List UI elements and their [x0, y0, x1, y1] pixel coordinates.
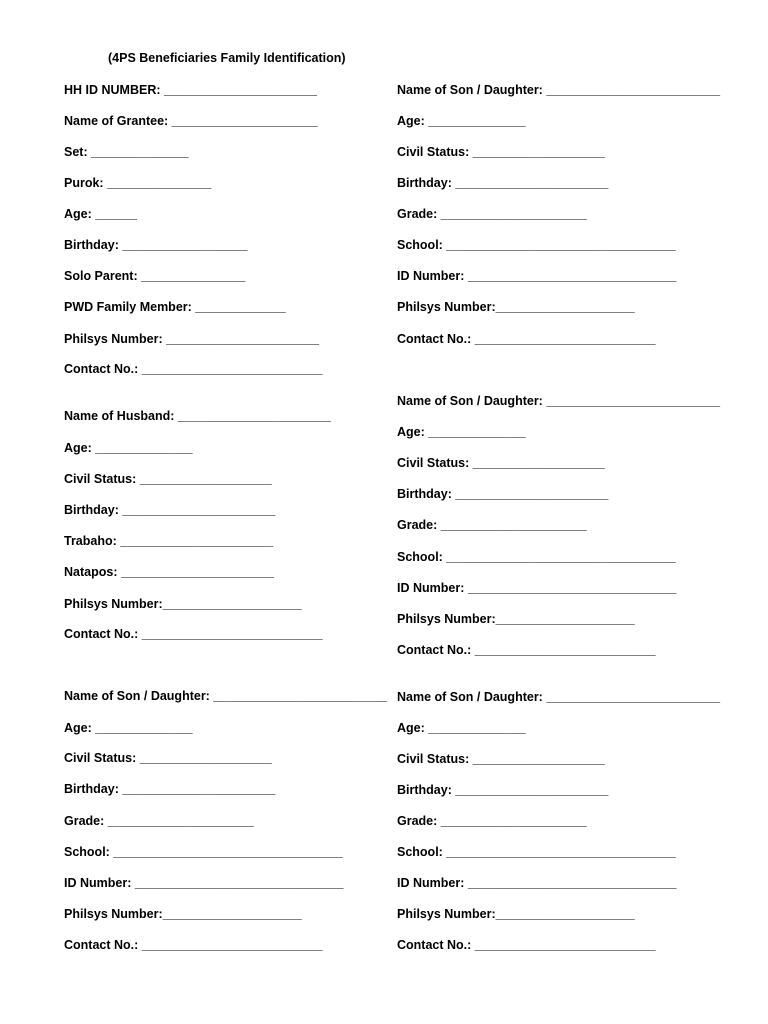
- grantee-contact-field[interactable]: Contact No.: __________________________: [64, 362, 323, 376]
- child-right-2-name-field[interactable]: Name of Son / Daughter: _________________________: [397, 394, 721, 408]
- pwd-family-member-field[interactable]: PWD Family Member: _____________: [64, 300, 286, 314]
- child-right-3-age-field[interactable]: Age: ______________: [397, 721, 526, 735]
- child-right-3-grade-field[interactable]: Grade: _____________________: [397, 814, 587, 828]
- child-right-1-contact-field[interactable]: Contact No.: __________________________: [397, 332, 656, 346]
- child-left-grade-field[interactable]: Grade: _____________________: [64, 814, 254, 828]
- grantee-birthday-field[interactable]: Birthday: __________________: [64, 238, 248, 252]
- child-right-3-school-field[interactable]: School: _________________________________: [397, 845, 676, 859]
- set-field[interactable]: Set: ______________: [64, 145, 189, 159]
- child-right-1-grade-field[interactable]: Grade: _____________________: [397, 207, 587, 221]
- child-right-3-id-number-field[interactable]: ID Number: ______________________________: [397, 876, 677, 890]
- child-right-3-philsys-field[interactable]: Philsys Number:____________________: [397, 907, 635, 921]
- child-right-2-id-number-field[interactable]: ID Number: ______________________________: [397, 581, 677, 595]
- form-title: (4PS Beneficiaries Family Identification): [108, 51, 346, 65]
- child-right-2-civil-status-field[interactable]: Civil Status: ___________________: [397, 456, 605, 470]
- child-right-3-civil-status-field[interactable]: Civil Status: ___________________: [397, 752, 605, 766]
- child-left-school-field[interactable]: School: _________________________________: [64, 845, 343, 859]
- child-right-1-philsys-field[interactable]: Philsys Number:____________________: [397, 300, 635, 314]
- grantee-philsys-field[interactable]: Philsys Number: ______________________: [64, 332, 320, 346]
- child-right-3-contact-field[interactable]: Contact No.: __________________________: [397, 938, 656, 952]
- child-right-2-birthday-field[interactable]: Birthday: ______________________: [397, 487, 609, 501]
- child-right-3-birthday-field[interactable]: Birthday: ______________________: [397, 783, 609, 797]
- child-right-1-civil-status-field[interactable]: Civil Status: ___________________: [397, 145, 605, 159]
- child-right-2-grade-field[interactable]: Grade: _____________________: [397, 518, 587, 532]
- husband-birthday-field[interactable]: Birthday: ______________________: [64, 503, 276, 517]
- child-left-civil-status-field[interactable]: Civil Status: ___________________: [64, 751, 272, 765]
- child-left-birthday-field[interactable]: Birthday: ______________________: [64, 782, 276, 796]
- husband-philsys-field[interactable]: Philsys Number:____________________: [64, 597, 302, 611]
- child-left-id-number-field[interactable]: ID Number: ______________________________: [64, 876, 344, 890]
- child-right-2-philsys-field[interactable]: Philsys Number:____________________: [397, 612, 635, 626]
- grantee-name-field[interactable]: Name of Grantee: _____________________: [64, 114, 318, 128]
- husband-trabaho-field[interactable]: Trabaho: ______________________: [64, 534, 274, 548]
- child-right-1-school-field[interactable]: School: _________________________________: [397, 238, 676, 252]
- husband-natapos-field[interactable]: Natapos: ______________________: [64, 565, 274, 579]
- child-left-name-field[interactable]: Name of Son / Daughter: _________________________: [64, 689, 388, 703]
- husband-contact-field[interactable]: Contact No.: __________________________: [64, 627, 323, 641]
- purok-field[interactable]: Purok: _______________: [64, 176, 212, 190]
- child-right-1-birthday-field[interactable]: Birthday: ______________________: [397, 176, 609, 190]
- hh-id-field[interactable]: HH ID NUMBER: ______________________: [64, 83, 317, 97]
- husband-name-field[interactable]: Name of Husband: ______________________: [64, 409, 331, 423]
- husband-civil-status-field[interactable]: Civil Status: ___________________: [64, 472, 272, 486]
- grantee-age-field[interactable]: Age: ______: [64, 207, 137, 221]
- child-right-2-school-field[interactable]: School: _________________________________: [397, 550, 676, 564]
- husband-age-field[interactable]: Age: ______________: [64, 441, 193, 455]
- child-left-contact-field[interactable]: Contact No.: __________________________: [64, 938, 323, 952]
- child-right-1-name-field[interactable]: Name of Son / Daughter: _________________________: [397, 83, 721, 97]
- child-right-1-id-number-field[interactable]: ID Number: ______________________________: [397, 269, 677, 283]
- child-right-2-contact-field[interactable]: Contact No.: __________________________: [397, 643, 656, 657]
- child-right-2-age-field[interactable]: Age: ______________: [397, 425, 526, 439]
- child-right-3-name-field[interactable]: Name of Son / Daughter: _________________________: [397, 690, 721, 704]
- child-left-philsys-field[interactable]: Philsys Number:____________________: [64, 907, 302, 921]
- child-left-age-field[interactable]: Age: ______________: [64, 721, 193, 735]
- child-right-1-age-field[interactable]: Age: ______________: [397, 114, 526, 128]
- solo-parent-field[interactable]: Solo Parent: _______________: [64, 269, 246, 283]
